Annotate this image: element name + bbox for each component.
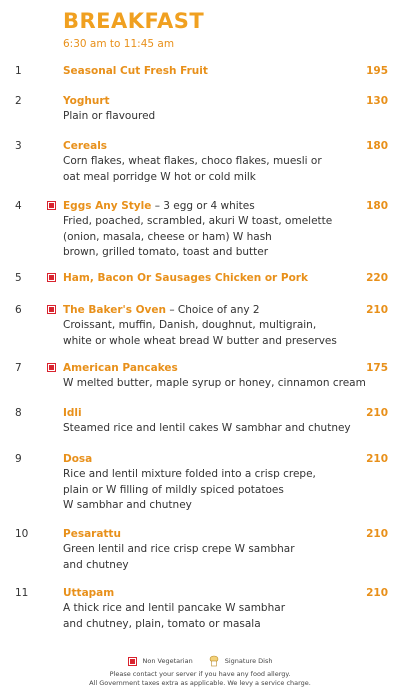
- item-name: Ham, Bacon Or Sausages Chicken or Pork: [63, 272, 308, 284]
- chef-hat-icon: [209, 655, 219, 667]
- item-price: 220: [366, 272, 388, 284]
- non-veg-icon: [128, 657, 137, 666]
- item-price: 195: [366, 65, 388, 77]
- item-name-line: [63, 199, 255, 214]
- description-line: Steamed rice and lentil cakes W sambhar and chutney: [63, 422, 351, 434]
- item-number: 8: [15, 407, 22, 419]
- item-number: 1: [15, 65, 22, 77]
- description-line: brown, grilled tomato, toast and butter: [63, 246, 269, 258]
- description-line: white or whole wheat bread W butter and preserves: [63, 334, 337, 347]
- item-description: [63, 601, 363, 632]
- description-line: Corn flakes, wheat flakes, choco flakes, muesli or: [63, 155, 322, 167]
- item-name-line: [63, 527, 121, 542]
- item-name-line: [63, 271, 308, 286]
- item-price: 210: [366, 453, 388, 465]
- item-number: 10: [15, 528, 29, 540]
- item-price: 210: [366, 587, 388, 599]
- item-number: 5: [15, 272, 22, 284]
- item-number: 11: [15, 587, 29, 599]
- description-line: (onion, masala, cheese or ham) W hash: [63, 230, 272, 243]
- item-number: 3: [15, 140, 22, 152]
- non-veg-icon: [47, 201, 56, 210]
- description-line: Fried, poached, scrambled, akuri W toast, omelette: [63, 215, 333, 227]
- item-name-line: [63, 406, 82, 421]
- description-line: and chutney: [63, 558, 129, 571]
- item-number: 4: [15, 200, 22, 212]
- item-price: 210: [366, 407, 388, 419]
- item-name-line: [63, 303, 260, 318]
- item-name: Cereals: [63, 140, 108, 152]
- description-line: oat meal porridge W hot or cold milk: [63, 170, 256, 183]
- description-line: W sambhar and chutney: [63, 499, 192, 511]
- item-description: [63, 467, 363, 514]
- description-line: W melted butter, maple syrup or honey, cinnamon cream: [63, 377, 366, 389]
- description-line: Green lentil and rice crisp crepe W sambhar: [63, 543, 295, 555]
- item-name: American Pancakes: [63, 362, 178, 374]
- description-line: A thick rice and lentil pancake W sambhar: [63, 602, 286, 614]
- item-name-line: [63, 452, 92, 467]
- non-veg-icon: [47, 305, 56, 314]
- non-veg-icon: [47, 363, 56, 372]
- signature-label: Signature Dish: [224, 656, 273, 665]
- item-name: Dosa: [63, 453, 93, 465]
- item-name: Eggs Any Style: [63, 200, 152, 212]
- description-line: Plain or flavoured: [63, 110, 156, 122]
- item-description: [63, 376, 366, 392]
- item-number: 2: [15, 95, 22, 107]
- item-price: 130: [366, 95, 388, 107]
- item-name: Seasonal Cut Fresh Fruit: [63, 65, 208, 77]
- menu-title: BREAKFAST: [63, 9, 205, 33]
- item-description: [63, 154, 363, 185]
- item-inline-note: – 3 egg or 4 whites: [151, 200, 255, 212]
- item-description: [63, 542, 363, 573]
- item-name: The Baker's Oven: [63, 304, 166, 316]
- item-description: [63, 318, 363, 349]
- description-line: Rice and lentil mixture folded into a crisp crepe,: [63, 468, 316, 480]
- item-price: 175: [366, 362, 388, 374]
- item-name-line: [63, 64, 208, 79]
- item-inline-note: – Choice of any 2: [166, 304, 260, 316]
- item-price: 180: [366, 200, 388, 212]
- non-veg-label: Non Vegetarian: [142, 656, 193, 665]
- item-description: [63, 421, 363, 437]
- item-number: 6: [15, 304, 22, 316]
- legend: [0, 655, 400, 667]
- item-name-line: [63, 94, 110, 109]
- item-number: 7: [15, 362, 22, 374]
- item-description: [63, 214, 363, 261]
- description-line: plain or W filling of mildly spiced potatoes: [63, 483, 284, 496]
- tax-note: All Government taxes extra as applicable. We levy a service charge.: [89, 679, 311, 687]
- item-name: Idli: [63, 407, 82, 419]
- menu-header: [63, 8, 204, 50]
- allergy-note: Please contact your server if you have any food allergy.: [109, 670, 291, 678]
- non-veg-icon: [47, 273, 56, 282]
- serving-hours: 6:30 am to 11:45 am: [63, 38, 175, 50]
- menu-footer: [0, 655, 400, 688]
- description-line: and chutney, plain, tomato or masala: [63, 617, 261, 630]
- item-price: 180: [366, 140, 388, 152]
- item-name-line: [63, 586, 114, 601]
- item-name-line: [63, 139, 107, 154]
- item-name: Uttapam: [63, 587, 115, 599]
- item-number: 9: [15, 453, 22, 465]
- item-name: Yoghurt: [63, 95, 110, 107]
- item-description: [63, 109, 363, 125]
- item-price: 210: [366, 304, 388, 316]
- description-line: Croissant, muffin, Danish, doughnut, multigrain,: [63, 319, 317, 331]
- item-name-line: [63, 361, 178, 376]
- item-price: 210: [366, 528, 388, 540]
- item-name: Pesarattu: [63, 528, 121, 540]
